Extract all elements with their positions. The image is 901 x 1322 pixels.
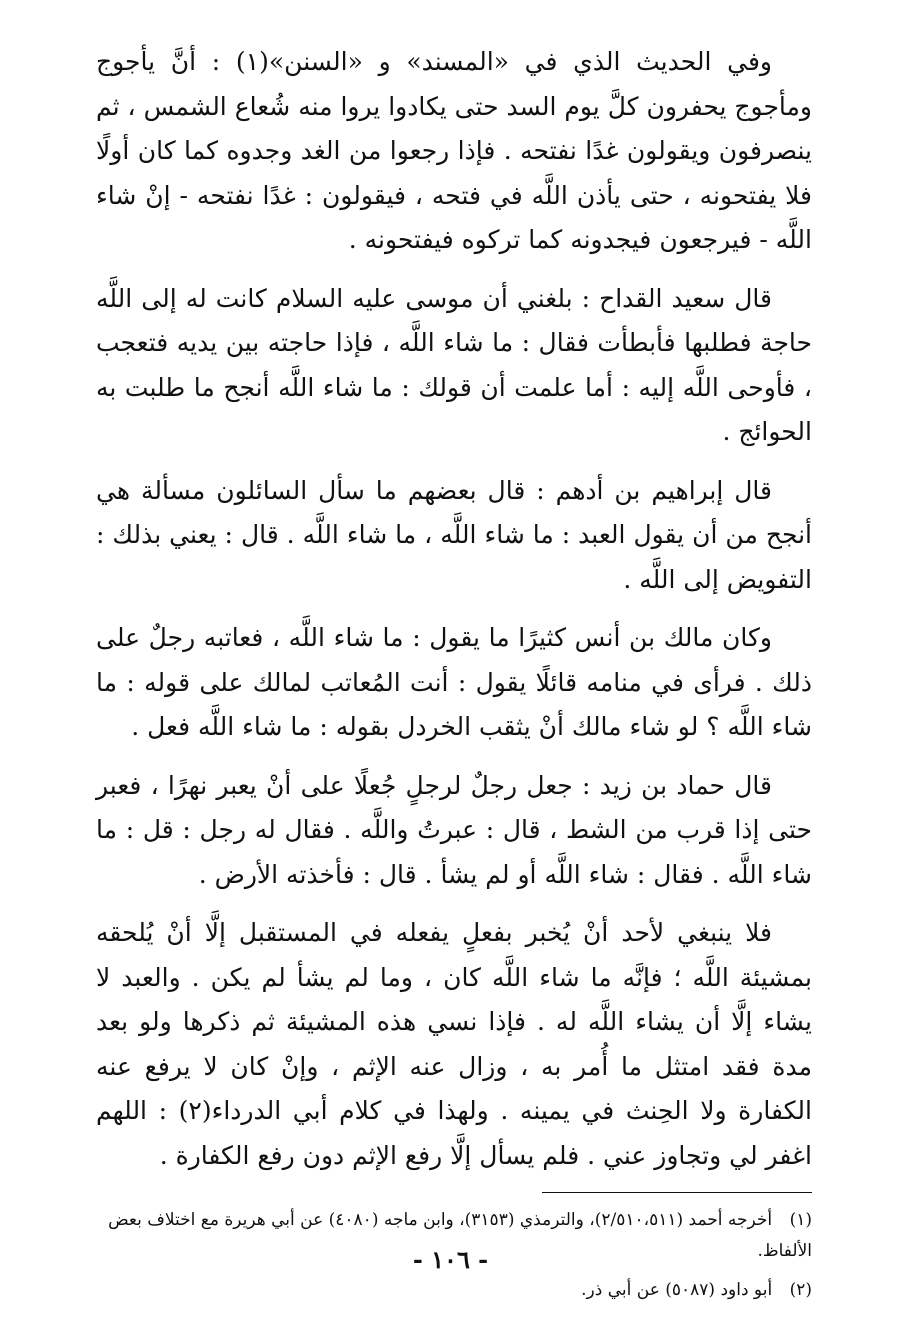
paragraph-5: قال حماد بن زيد : جعل رجلٌ لرجلٍ جُعلًا على أنْ يعبر نهرًا ، فعبر حتى إذا قرب من الشط ، قال : عبرتُ واللَّه . فقال له رجل : قل : ما شاء اللَّه . فقال : شاء اللَّه أو لم يشأ . قال : فأخذته الأرض . xyxy=(96,770,812,889)
paragraph-3: قال إبراهيم بن أدهم : قال بعضهم ما سأل السائلون مسألة هي أنجح من أن يقول العبد : ما شاء اللَّه ، ما شاء اللَّه . قال : يعني بذلك : التفويض إلى اللَّه . xyxy=(96,475,812,594)
paragraph-4: وكان مالك بن أنس كثيرًا ما يقول : ما شاء اللَّه ، فعاتبه رجلٌ على ذلك . فرأى في منامه قائلًا يقول : أنت المُعاتب لمالك على قوله : ما شاء اللَّه ؟ لو شاء مالك أنْ يثقب الخردل بقوله : ما شاء اللَّه فعل . xyxy=(96,623,812,741)
footnote-number: (١) xyxy=(789,1210,812,1230)
footnote-divider xyxy=(542,1192,812,1193)
paragraph-1: وفي الحديث الذي في «المسند» و «السنن»(١) : أنَّ يأجوج ومأجوج يحفرون كلَّ يوم السد حتى يكادوا يروا منه شُعاع الشمس ، ثم ينصرفون ويقولون غدًا نفتحه . فإذا رجعوا من الغد وجدوه كما كان أولًا فلا يفتحونه ، حتى يأذن اللَّه في فتحه ، فيقولون : غدًا نفتحه - إنْ شاء اللَّه - فيرجعون فيجدونه كما تركوه فيفتحونه . xyxy=(96,47,812,254)
footnote-number: (٢) xyxy=(789,1280,812,1300)
footnote-text: أخرجه أحمد (٢/٥١٠،٥١١)، والترمذي (٣١٥٣)، وابن ماجه (٤٠٨٠) عن أبي هريرة مع اختلاف بعض الألفاظ. xyxy=(108,1210,812,1261)
page-body xyxy=(96,40,812,1314)
paragraph-6: فلا ينبغي لأحد أنْ يُخبر بفعلٍ يفعله في المستقبل إلَّا أنْ يُلحقه بمشيئة اللَّه ؛ فإنَّه ما شاء اللَّه كان ، وما لم يشأ لم يكن . والعبد لا يشاء إلَّا أن يشاء اللَّه له . فإذا نسي هذه المشيئة ثم ذكرها ولو بعد مدة فقد امتثل ما أُمر به ، وزال عنه الإثم ، وإنْ كان لا يرفع عنه الكفارة ولا الحِنث في يمينه . ولهذا في كلام أبي الدرداء(٢) : اللهم اغفر لي وتجاوز عني . فلم يسأل إلَّا رفع الإثم دون رفع الكفارة . xyxy=(96,918,812,1170)
paragraph-2: قال سعيد القداح : بلغني أن موسى عليه السلام كانت له إلى اللَّه حاجة فطلبها فأبطأت فقال : ما شاء اللَّه ، فإذا حاجته بين يديه فتعجب ، فأوحى اللَّه إليه : أما علمت أن قولك : ما شاء اللَّه أنجح ما طلبت به الحوائج . xyxy=(96,283,812,446)
footnote-2 xyxy=(96,1275,812,1306)
footnote-text: أبو داود (٥٠٨٧) عن أبي ذر. xyxy=(581,1280,773,1300)
page-number: - ١٠٦ - xyxy=(412,1245,489,1274)
